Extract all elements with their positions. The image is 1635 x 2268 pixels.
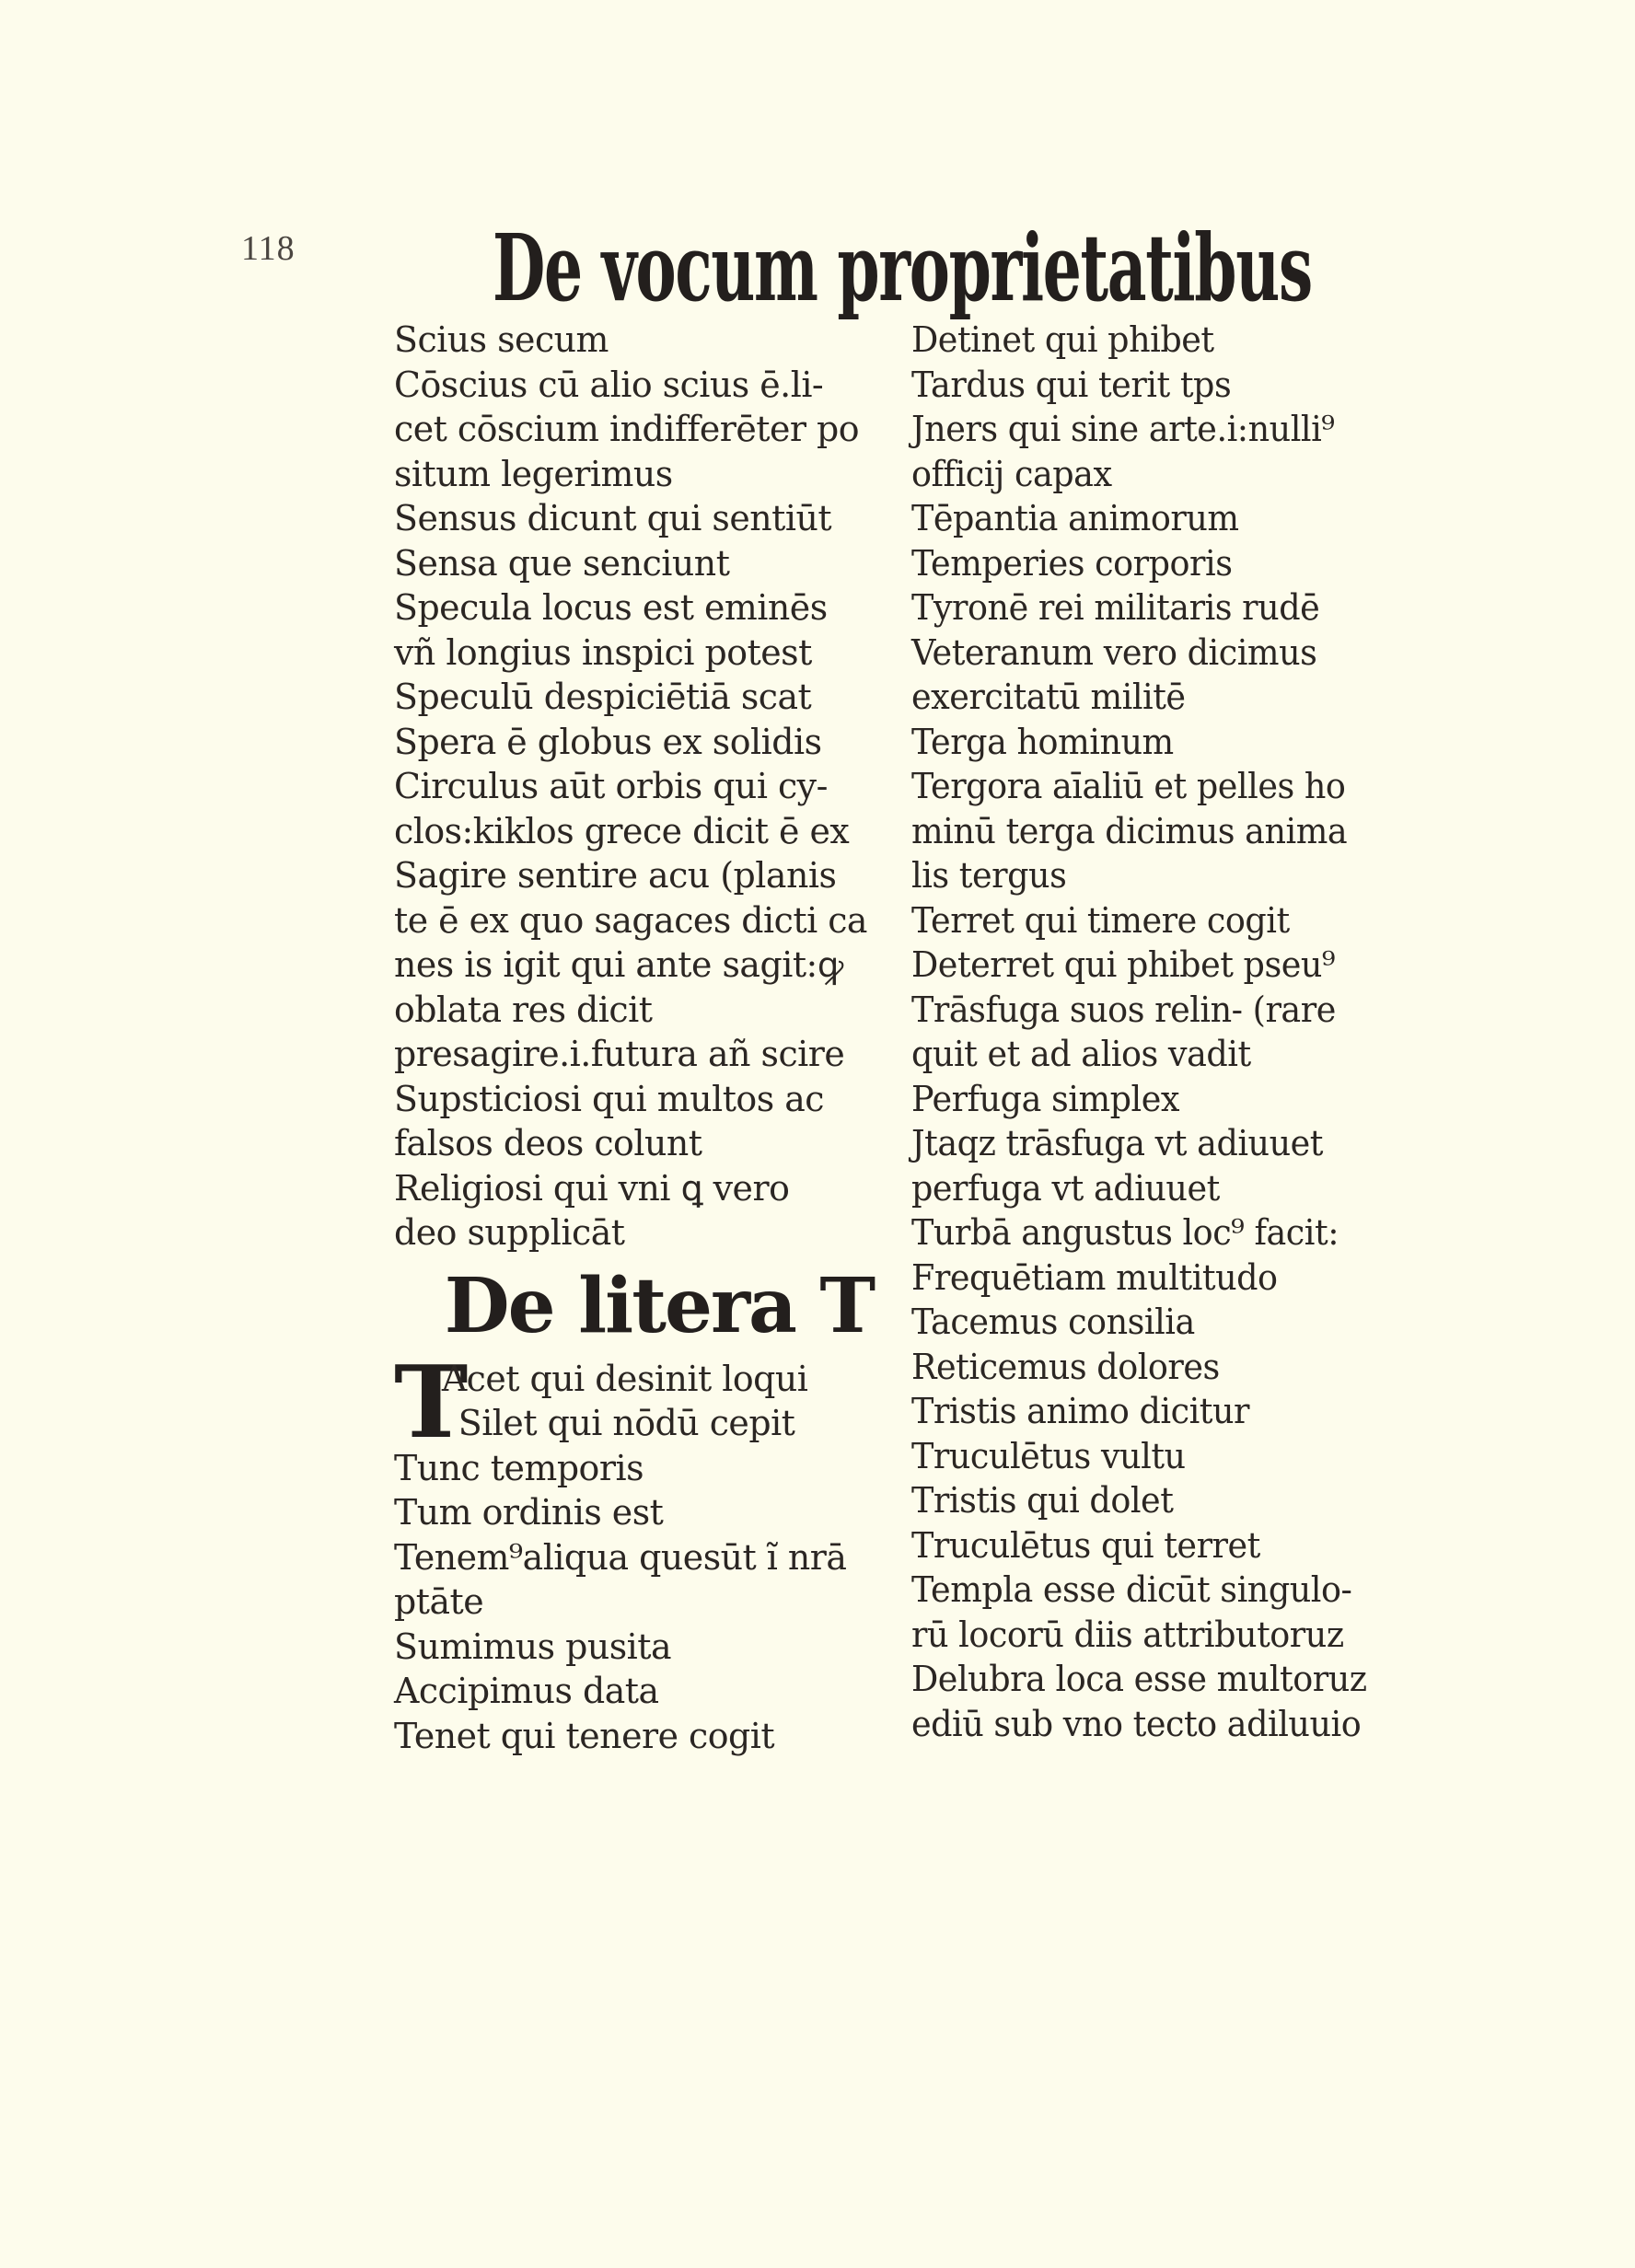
text-line: Templa esse dicūt singulo- — [911, 1569, 1352, 1610]
text-line: clos:kiklos grece dicit ē ex — [394, 810, 850, 851]
text-line: Scius secum — [394, 319, 609, 360]
text-line: Frequētiam multitudo — [911, 1256, 1278, 1298]
text-line: Accipimus data — [394, 1671, 659, 1711]
text-line: Jtaqz trāsfuga vt adiuuet — [911, 1123, 1323, 1163]
text-line: Tergora aīaliū et pelles ho — [911, 766, 1346, 806]
text-line: Detinet qui phibet — [911, 319, 1214, 360]
text-line: quit et ad alios vadit — [911, 1034, 1251, 1074]
text-line: exercitatū militē — [911, 677, 1186, 717]
text-line: Jners qui sine arte.i:nulli⁹ — [911, 409, 1335, 449]
text-line: lis tergus — [911, 855, 1067, 896]
text-line: Trāsfuga suos relin- (rare — [911, 989, 1336, 1030]
text-line: Specula locus est eminēs — [394, 587, 828, 628]
text-line: Spera ē globus ex solidis — [394, 721, 822, 762]
text-line: Sagire sentire acu (planis — [394, 855, 837, 896]
text-line: Tēpantia animorum — [911, 498, 1239, 538]
text-line: Tunc temporis — [394, 1447, 644, 1488]
text-line: Temperies corporis — [911, 542, 1233, 584]
text-line: Cōscius cū alio scius ē.li- — [394, 364, 824, 405]
text-line: nes is igit qui ante sagit:ꝙ — [394, 944, 843, 985]
text-line: Tristis qui dolet — [911, 1480, 1174, 1521]
text-line: deo supplicāt — [394, 1212, 625, 1253]
text-line: Terga hominum — [911, 721, 1174, 762]
left-column — [394, 318, 910, 1758]
text-line: Tyronē rei militaris rudē — [911, 587, 1320, 628]
text-line: Truculētus qui terret — [911, 1524, 1260, 1566]
text-line: Terret qui timere cogit — [911, 899, 1290, 941]
page-heading: De vocum proprietatibus — [493, 214, 1312, 322]
text-line: Tacemus consilia — [911, 1302, 1195, 1342]
text-line: ptāte — [394, 1581, 484, 1622]
text-line: rū locorū diis attributoruz — [911, 1614, 1344, 1655]
text-line: Truculētus vultu — [911, 1435, 1186, 1476]
drop-cap-paragraph — [394, 1344, 910, 1461]
text-line: Speculū despiciētiā scat — [394, 677, 812, 717]
text-line: oblata res dicit — [394, 989, 653, 1030]
drop-initial: T — [394, 1344, 469, 1461]
text-line: presagire.i.futura añ scire — [394, 1034, 845, 1074]
text-line: Deterret qui phibet pseu⁹ — [911, 944, 1336, 985]
text-line: Sensa que senciunt — [394, 542, 730, 584]
text-line: te ē ex quo sagaces dicti ca — [394, 899, 868, 941]
page-number: 118 — [241, 229, 296, 268]
section-heading: De litera T — [444, 1261, 875, 1350]
text-line: Sensus dicunt qui sentiūt — [394, 498, 832, 538]
text-line: perfuga vt adiuuet — [911, 1167, 1220, 1209]
text-line: vñ longius inspici potest — [394, 631, 812, 673]
text-line: ediū sub vno tecto adiluuio — [911, 1703, 1362, 1744]
text-line: cet cōscium indifferēter po — [394, 409, 860, 449]
text-line: Delubra loca esse multoruz — [911, 1659, 1367, 1699]
text-line: Turbā angustus loc⁹ facit: — [911, 1212, 1339, 1253]
text-line: Reticemus dolores — [911, 1346, 1220, 1387]
text-line: officij capax — [911, 453, 1112, 494]
text-line: Tum ordinis est — [394, 1492, 664, 1533]
text-line: Circulus aūt orbis qui cy- — [394, 766, 828, 806]
text-line: Tenem⁹aliqua quesūt ĩ nrā — [394, 1536, 847, 1578]
text-line: situm legerimus — [394, 453, 673, 494]
text-line: Sumimus pusita — [394, 1626, 672, 1667]
right-column — [911, 318, 1436, 1746]
text-line: Silet qui nōdū cepit — [458, 1403, 795, 1443]
text-line: Perfuga simplex — [911, 1078, 1180, 1119]
text-line: Acet qui desinit loqui — [441, 1358, 808, 1399]
text-line: Tenet qui tenere cogit — [394, 1715, 775, 1756]
text-line: minū terga dicimus anima — [911, 810, 1348, 851]
text-line: Veteranum vero dicimus — [911, 631, 1317, 673]
text-line: Supsticiosi qui multos ac — [394, 1078, 824, 1119]
text-line: Tardus qui terit tps — [911, 364, 1232, 405]
text-line: falsos deos colunt — [394, 1123, 702, 1163]
text-line: Tristis animo dicitur — [911, 1391, 1250, 1431]
text-line: Religiosi qui vni ꝗ vero — [394, 1167, 790, 1209]
